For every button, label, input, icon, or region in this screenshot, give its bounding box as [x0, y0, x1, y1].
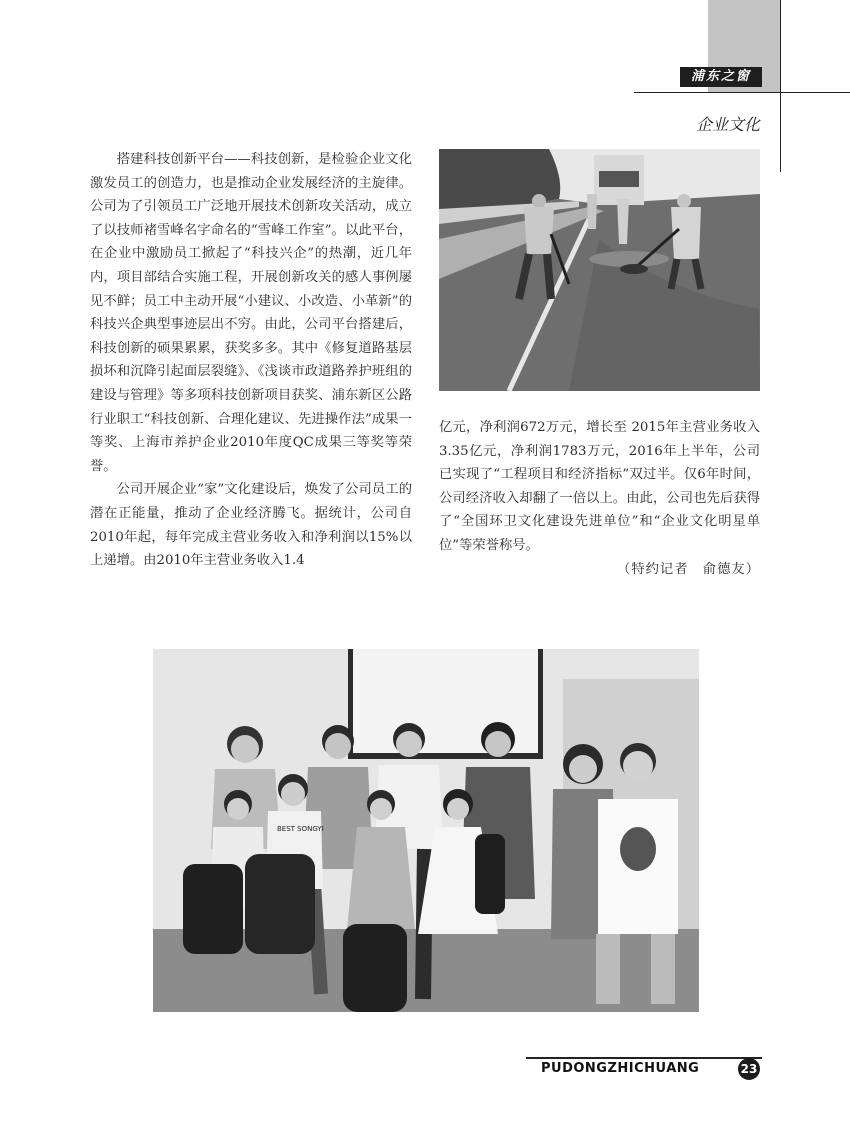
- section-title: 企业文化: [695, 115, 760, 134]
- article-right-column: [439, 416, 760, 581]
- magazine-logo: 浦东之窗: [680, 67, 762, 87]
- road-cleaning-photo: [439, 149, 760, 391]
- header-horizontal-rule: [634, 92, 850, 93]
- byline: （特约记者 俞德友）: [617, 561, 760, 577]
- header-vertical-rule: [780, 0, 781, 172]
- paragraph-home-culture: 公司开展企业“家”文化建设后，焕发了公司员工的潜在正能量，推动了企业经济腾飞。据统计，公司自2010年起，每年完成主营业务收入和净利润以15%以上递增。由2010年主营业务收入1.4: [90, 482, 412, 569]
- footer-rule: [526, 1057, 762, 1059]
- shirt-text: BEST SONGYI: [277, 825, 324, 833]
- article-left-column: [90, 148, 412, 573]
- page-number: 23: [738, 1058, 760, 1080]
- paragraph-revenue-continued: 亿元，净利润672万元，增长至 2015年主营业务收入3.35亿元，净利润1783万元，2016年上半年，公司已实现了“工程项目和经济指标”双过半。仅6年时间，公司经济收入却翻了一倍以上。由此，公司也先后获得了“全国环卫文化建设先进单位”和“企业文化明星单位”等荣誉称号。: [439, 420, 760, 553]
- group-photo: [153, 649, 699, 1012]
- paragraph-tech-platform: 搭建科技创新平台——科技创新，是检验企业文化激发员工的创造力，也是推动企业发展经济的主旋律。公司为了引领员工广泛地开展技术创新攻关活动，成立了以技师褚雪峰名字命名的“雪峰工作室”。以此平台，在企业中激励员工掀起了“科技兴企”的热潮，近几年内，项目部结合实施工程，开展创新攻关的感人事例屡见不鲜；员工中主动开展“小建议、小改造、小革新”的科技兴企典型事迹层出不穷。由此，公司平台搭建后，科技创新的硕果累累，获奖多多。其中《修复道路基层损坏和沉降引起面层裂缝》、《浅谈市政道路养护班组的建设与管理》等多项科技创新项目获奖、浦东新区公路行业职工“科技创新、合理化建议、先进操作法”成果一等奖、上海市养护企业2010年度QC成果三等奖等荣誉。: [90, 152, 412, 474]
- footer-magazine-name: PUDONGZHICHUANG: [541, 1061, 700, 1076]
